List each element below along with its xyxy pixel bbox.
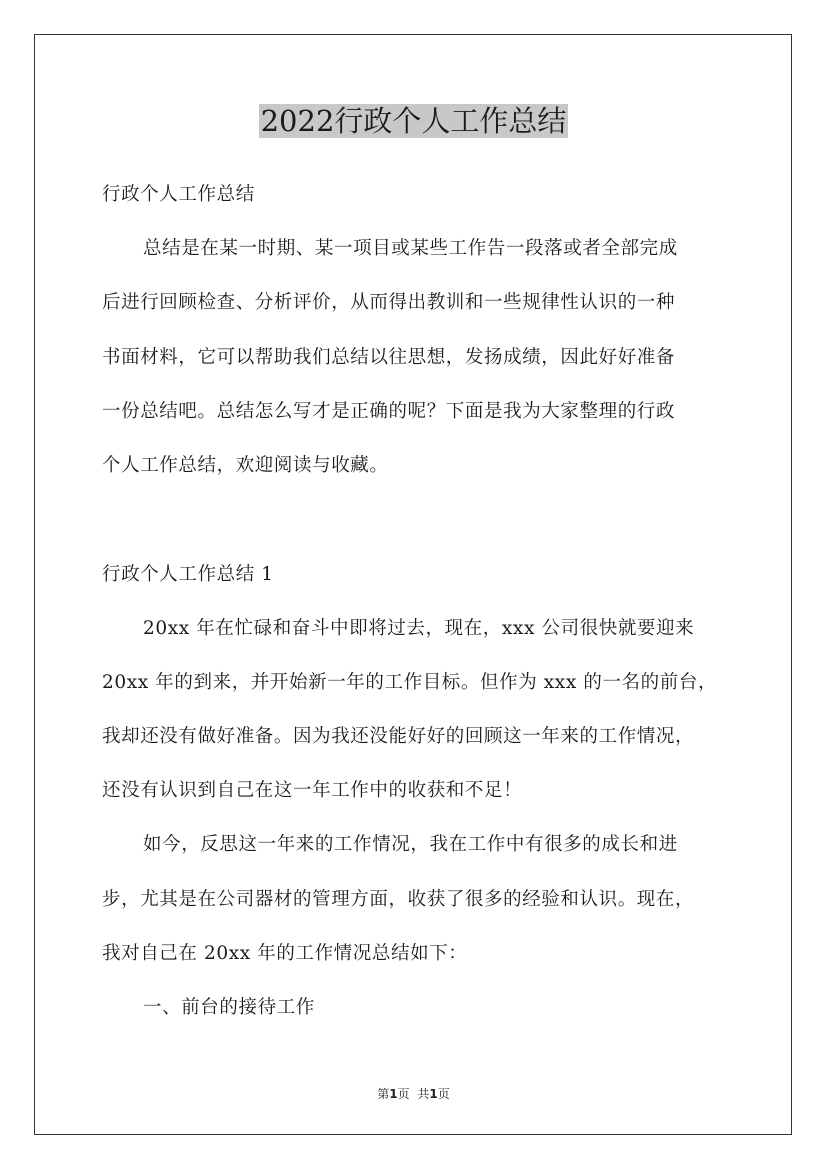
paragraph-line: 后进行回顾检查、分析评价，从而得出教训和一些规律性认识的一种 <box>102 292 676 313</box>
paragraph-line: 我却还没有做好准备。因为我还没能好好的回顾这一年来的工作情况， <box>102 726 695 747</box>
paragraph-line: 20xx 年的到来，并开始新一年的工作目标。但作为 xxx 的一名的前台， <box>102 672 718 693</box>
paragraph-line: 我对自己在 20xx 年的工作情况总结如下： <box>102 943 468 964</box>
page-footer <box>0 1085 827 1102</box>
section-heading: 行政个人工作总结 <box>102 184 255 205</box>
paragraph-line: 还没有认识到自己在这一年工作中的收获和不足！ <box>102 780 523 801</box>
paragraph-line: 如今，反思这一年来的工作情况，我在工作中有很多的成长和进 <box>143 834 678 855</box>
document-title <box>0 100 827 142</box>
paragraph-line: 一份总结吧。总结怎么写才是正确的呢？下面是我为大家整理的行政 <box>102 401 676 422</box>
paragraph-line: 20xx 年在忙碌和奋斗中即将过去，现在，xxx 公司很快就要迎来 <box>143 618 695 639</box>
footer-page-number: 1 <box>389 1087 398 1101</box>
footer-page-mid: 页 <box>397 1087 410 1101</box>
document-title-text: 2022行政个人工作总结 <box>260 104 567 138</box>
list-heading: 一、前台的接待工作 <box>143 997 315 1018</box>
paragraph-line: 个人工作总结，欢迎阅读与收藏。 <box>102 455 389 476</box>
paragraph-line: 书面材料，它可以帮助我们总结以往思想，发扬成绩，因此好好准备 <box>102 347 676 368</box>
footer-total-suffix: 页 <box>437 1087 450 1101</box>
section-heading: 行政个人工作总结 1 <box>102 564 274 585</box>
paragraph-line: 步，尤其是在公司器材的管理方面，收获了很多的经验和认识。现在， <box>102 889 695 910</box>
footer-total-number: 1 <box>429 1087 438 1101</box>
footer-page-prefix: 第 <box>377 1087 390 1101</box>
footer-total-prefix: 共 <box>417 1087 430 1101</box>
paragraph-line: 总结是在某一时期、某一项目或某些工作告一段落或者全部完成 <box>143 238 678 259</box>
